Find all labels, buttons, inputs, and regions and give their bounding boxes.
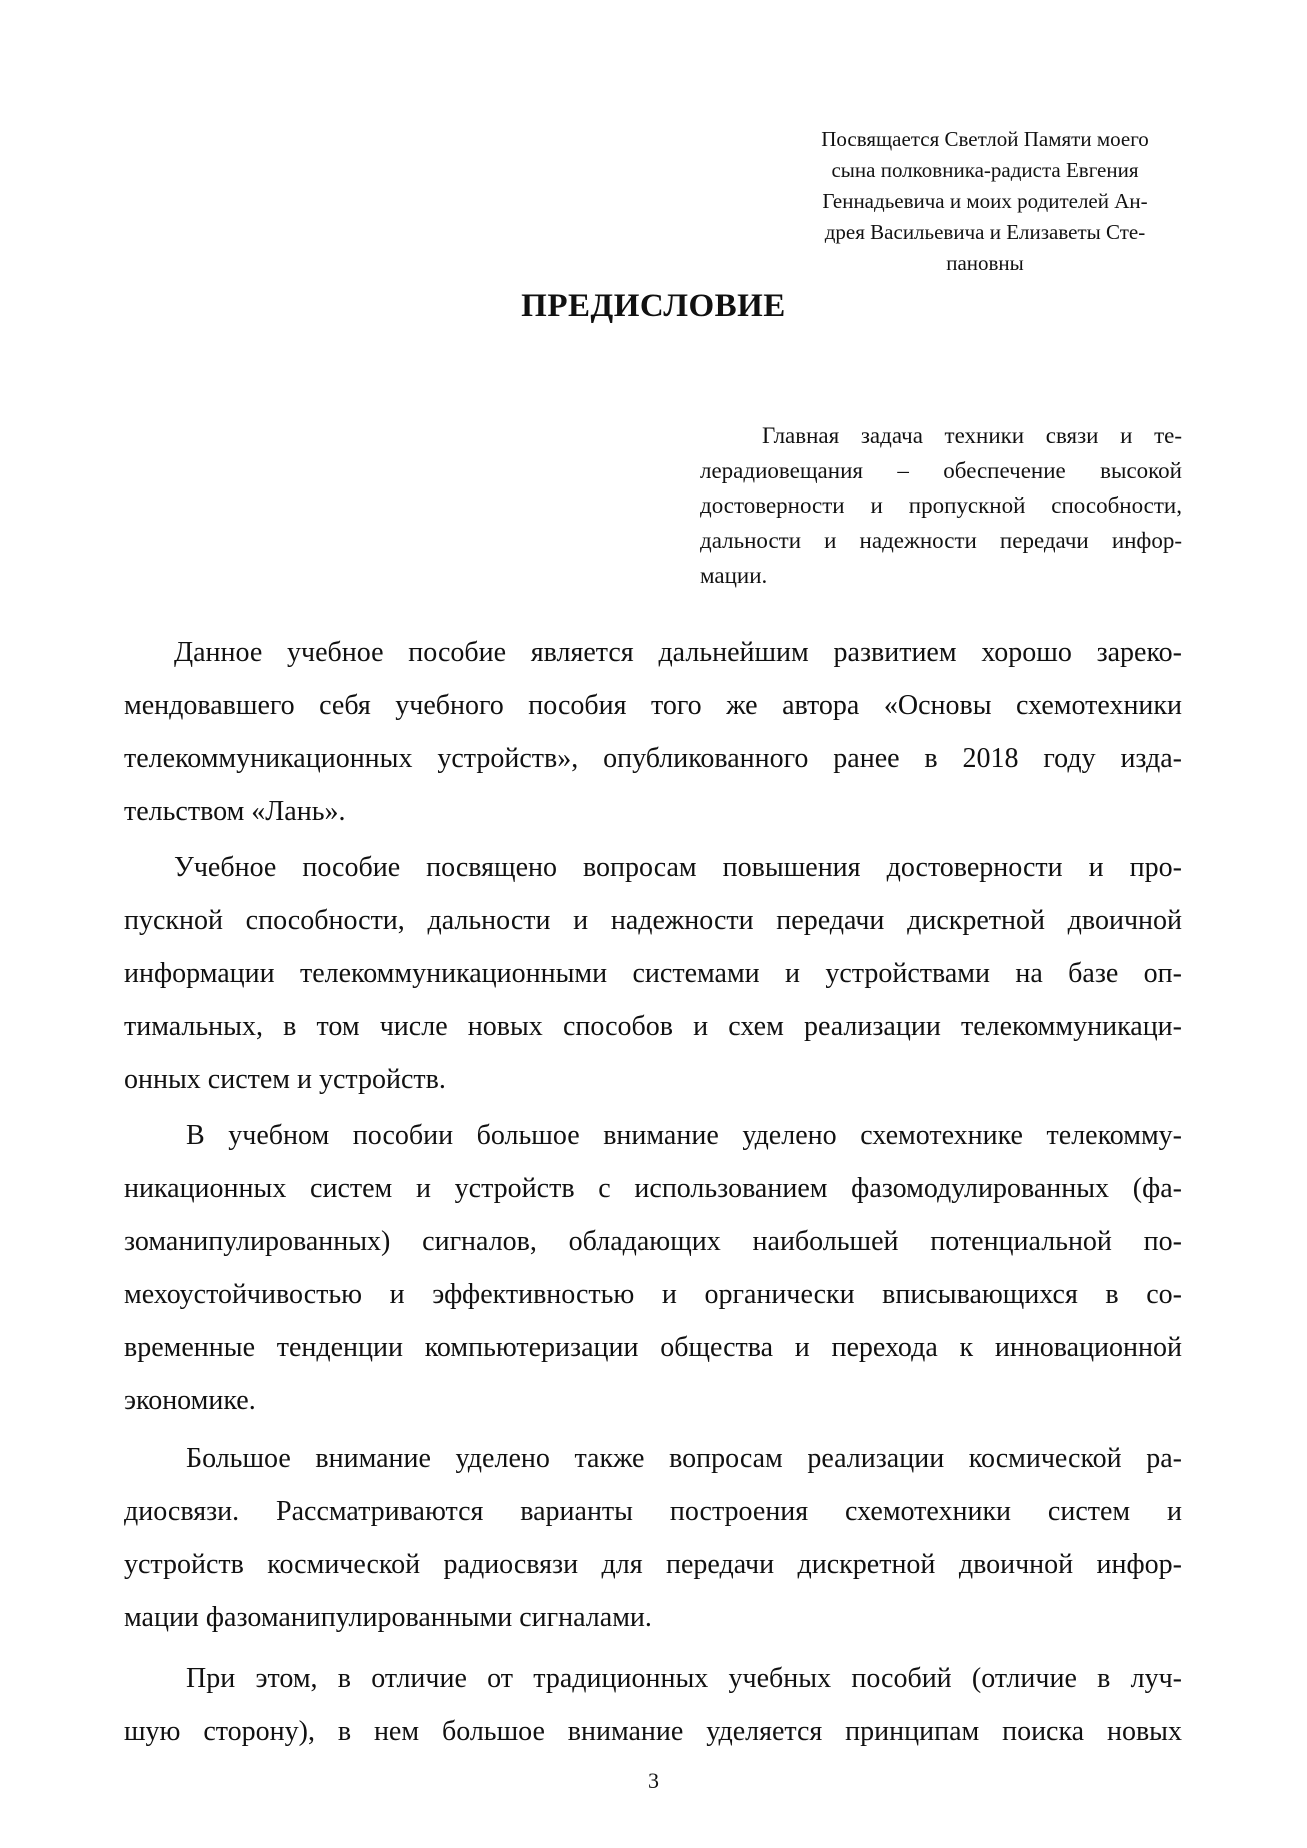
paragraph	[124, 1109, 1182, 1427]
page-title: ПРЕДИСЛОВИЕ	[521, 288, 786, 324]
dedication-line: Посвящается Светлой Памяти моего	[821, 127, 1149, 151]
epigraph-line: Главная задача техники связи и те-	[762, 423, 1182, 448]
paragraph-line: шую сторону), в нем большое внимание уделяется принципам поиска новых	[124, 1716, 1182, 1747]
paragraph-line: диосвязи. Рассматриваются варианты построения схемотехники систем и	[124, 1496, 1182, 1527]
epigraph-line: мации.	[700, 563, 768, 588]
epigraph-line: достоверности и пропускной способности,	[700, 493, 1182, 518]
paragraph-line: онных систем и устройств.	[124, 1064, 446, 1095]
paragraph-line: Большое внимание уделено также вопросам реализации космической ра-	[186, 1443, 1182, 1474]
paragraph-line: информации телекоммуникационными системами и устройствами на базе оп-	[124, 958, 1182, 989]
epigraph-line: дальности и надежности передачи инфор-	[700, 528, 1182, 553]
paragraph-line: зоманипулированных) сигналов, обладающих наибольшей потенциальной по-	[124, 1226, 1182, 1257]
paragraph-line: тимальных, в том числе новых способов и схем реализации телекоммуникаци-	[124, 1011, 1182, 1042]
paragraph-line: мации фазоманипулированными сигналами.	[124, 1602, 652, 1633]
epigraph-line: лерадиовещания – обеспечение высокой	[700, 458, 1182, 483]
epigraph	[700, 418, 1182, 593]
paragraph-line: Данное учебное пособие является дальнейшим развитием хорошо зареко-	[174, 637, 1182, 668]
paragraph-line: временные тенденции компьютеризации общества и перехода к инновационной	[124, 1332, 1182, 1363]
paragraph-line: тельством «Лань».	[124, 796, 346, 827]
paragraph-line: телекоммуникационных устройств», опубликованного ранее в 2018 году изда-	[124, 743, 1182, 774]
paragraph-line: никационных систем и устройств с использованием фазомодулированных (фа-	[124, 1173, 1182, 1204]
paragraph-line: Учебное пособие посвящено вопросам повышения достоверности и про-	[174, 852, 1182, 883]
paragraph-line: мехоустойчивостью и эффективностью и органически вписывающихся в со-	[124, 1279, 1182, 1310]
paragraph	[124, 626, 1182, 838]
paragraph-line: В учебном пособии большое внимание уделено схемотехнике телекомму-	[186, 1120, 1182, 1151]
paragraph-line: мендовавшего себя учебного пособия того же автора «Основы схемотехники	[124, 690, 1182, 721]
paragraph	[124, 1432, 1182, 1644]
paragraph-line: При этом, в отличие от традиционных учебных пособий (отличие в луч-	[186, 1663, 1182, 1694]
paragraph-line: пускной способности, дальности и надежности передачи дискретной двоичной	[124, 905, 1182, 936]
dedication-line: дрея Васильевича и Елизаветы Сте-	[824, 220, 1146, 244]
paragraph-line: устройств космической радиосвязи для передачи дискретной двоичной инфор-	[124, 1549, 1182, 1580]
dedication	[790, 124, 1180, 279]
body-text	[124, 626, 1182, 1758]
dedication-line: Геннадьевича и моих родителей Ан-	[822, 189, 1148, 213]
paragraph	[124, 841, 1182, 1106]
dedication-line: пановны	[946, 251, 1024, 275]
dedication-line: сына полковника-радиста Евгения	[831, 158, 1139, 182]
paragraph	[124, 1652, 1182, 1758]
page-number: 3	[648, 1768, 659, 1793]
paragraph-line: экономике.	[124, 1385, 256, 1416]
